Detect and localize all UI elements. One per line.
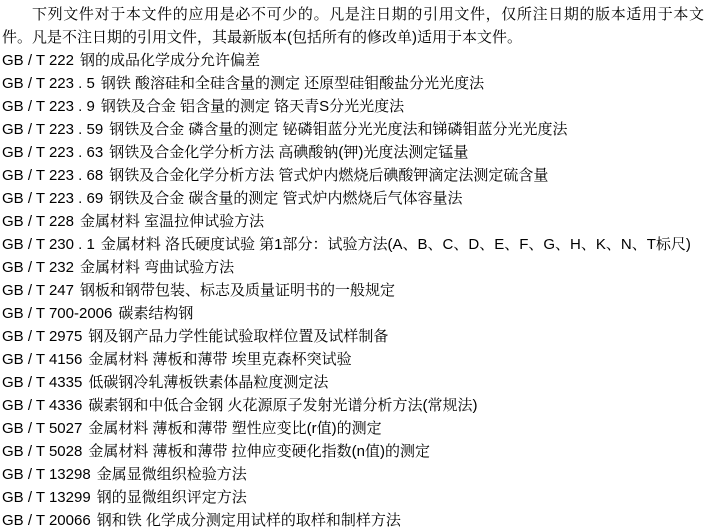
reference-title: 金属材料 洛氏硬度试验 第1部分：试验方法(A、B、C、D、E、F、G、H、K、N、T标尺) (100, 236, 691, 253)
reference-code: GB / T 228 (2, 213, 74, 230)
reference-item (2, 256, 704, 279)
reference-item (2, 348, 704, 371)
reference-item (2, 95, 704, 118)
reference-title: 钢铁及合金化学分析方法 高碘酸钠(钾)光度法测定锰量 (109, 144, 469, 161)
reference-code: GB / T 4335 (2, 374, 83, 391)
reference-title: 碳素结构钢 (118, 305, 194, 322)
reference-title: 金属材料 室温拉伸试验方法 (80, 213, 265, 230)
reference-title: 钢的成品化学成分允许偏差 (80, 52, 261, 69)
reference-code: GB / T 700-2006 (2, 305, 113, 322)
normative-references-intro: 下列文件对于本文件的应用是必不可少的。凡是注日期的引用文件，仅所注日期的版本适用于本文件。凡是不注日期的引用文件，其最新版本(包括所有的修改单)适用于本文件。 (2, 6, 704, 46)
reference-title: 金属材料 弯曲试验方法 (80, 259, 235, 276)
reference-title: 碳素钢和中低合金钢 火花源原子发射光谱分析方法(常规法) (88, 397, 478, 414)
reference-item (2, 279, 704, 302)
reference-item (2, 118, 704, 141)
reference-title: 金属材料 薄板和薄带 塑性应变比(r值)的测定 (88, 420, 382, 437)
reference-item (2, 302, 704, 325)
reference-item (2, 463, 704, 486)
reference-title: 低碳钢冷轧薄板铁素体晶粒度测定法 (88, 374, 329, 391)
reference-code: GB / T 223 . 63 (2, 144, 104, 161)
reference-item (2, 164, 704, 187)
reference-code: GB / T 223 . 9 (2, 98, 95, 115)
reference-item (2, 371, 704, 394)
reference-code: GB / T 5028 (2, 443, 83, 460)
reference-code: GB / T 4156 (2, 351, 83, 368)
reference-code: GB / T 13299 (2, 489, 91, 506)
reference-code: GB / T 13298 (2, 466, 91, 483)
reference-code: GB / T 223 . 59 (2, 121, 104, 138)
reference-code: GB / T 223 . 5 (2, 75, 95, 92)
reference-item (2, 141, 704, 164)
reference-item (2, 417, 704, 440)
reference-title: 金属显微组织检验方法 (96, 466, 247, 483)
reference-code: GB / T 222 (2, 52, 74, 69)
reference-item (2, 210, 704, 233)
reference-code: GB / T 4336 (2, 397, 83, 414)
reference-title: 钢板和钢带包装、标志及质量证明书的一般规定 (80, 282, 396, 299)
reference-item (2, 325, 704, 348)
reference-item (2, 233, 704, 256)
reference-item (2, 49, 704, 72)
reference-list (2, 49, 704, 527)
reference-title: 钢铁及合金 铝含量的测定 铬天青S分光光度法 (100, 98, 405, 115)
reference-title: 钢及钢产品力学性能试验取样位置及试样制备 (88, 328, 389, 345)
reference-title: 钢和铁 化学成分测定用试样的取样和制样方法 (96, 512, 401, 527)
reference-title: 钢铁及合金化学分析方法 管式炉内燃烧后碘酸钾滴定法测定硫含量 (109, 167, 549, 184)
reference-item (2, 72, 704, 95)
reference-item (2, 440, 704, 463)
reference-code: GB / T 2975 (2, 328, 83, 345)
reference-code: GB / T 247 (2, 282, 74, 299)
reference-title: 钢铁及合金 碳含量的测定 管式炉内燃烧后气体容量法 (109, 190, 463, 207)
reference-title: 金属材料 薄板和薄带 拉伸应变硬化指数(n值)的测定 (88, 443, 431, 460)
reference-item (2, 486, 704, 509)
reference-code: GB / T 232 (2, 259, 74, 276)
reference-item (2, 187, 704, 210)
reference-code: GB / T 5027 (2, 420, 83, 437)
reference-title: 钢铁及合金 磷含量的测定 铋磷钼蓝分光光度法和锑磷钼蓝分光光度法 (109, 121, 568, 138)
reference-title: 金属材料 薄板和薄带 埃里克森杯突试验 (88, 351, 352, 368)
reference-code: GB / T 223 . 69 (2, 190, 104, 207)
reference-item (2, 509, 704, 527)
reference-title: 钢铁 酸溶硅和全硅含量的测定 还原型硅钼酸盐分光光度法 (100, 75, 485, 92)
reference-code: GB / T 223 . 68 (2, 167, 104, 184)
reference-item (2, 394, 704, 417)
reference-code: GB / T 20066 (2, 512, 91, 527)
reference-code: GB / T 230 . 1 (2, 236, 95, 253)
reference-title: 钢的显微组织评定方法 (96, 489, 247, 506)
